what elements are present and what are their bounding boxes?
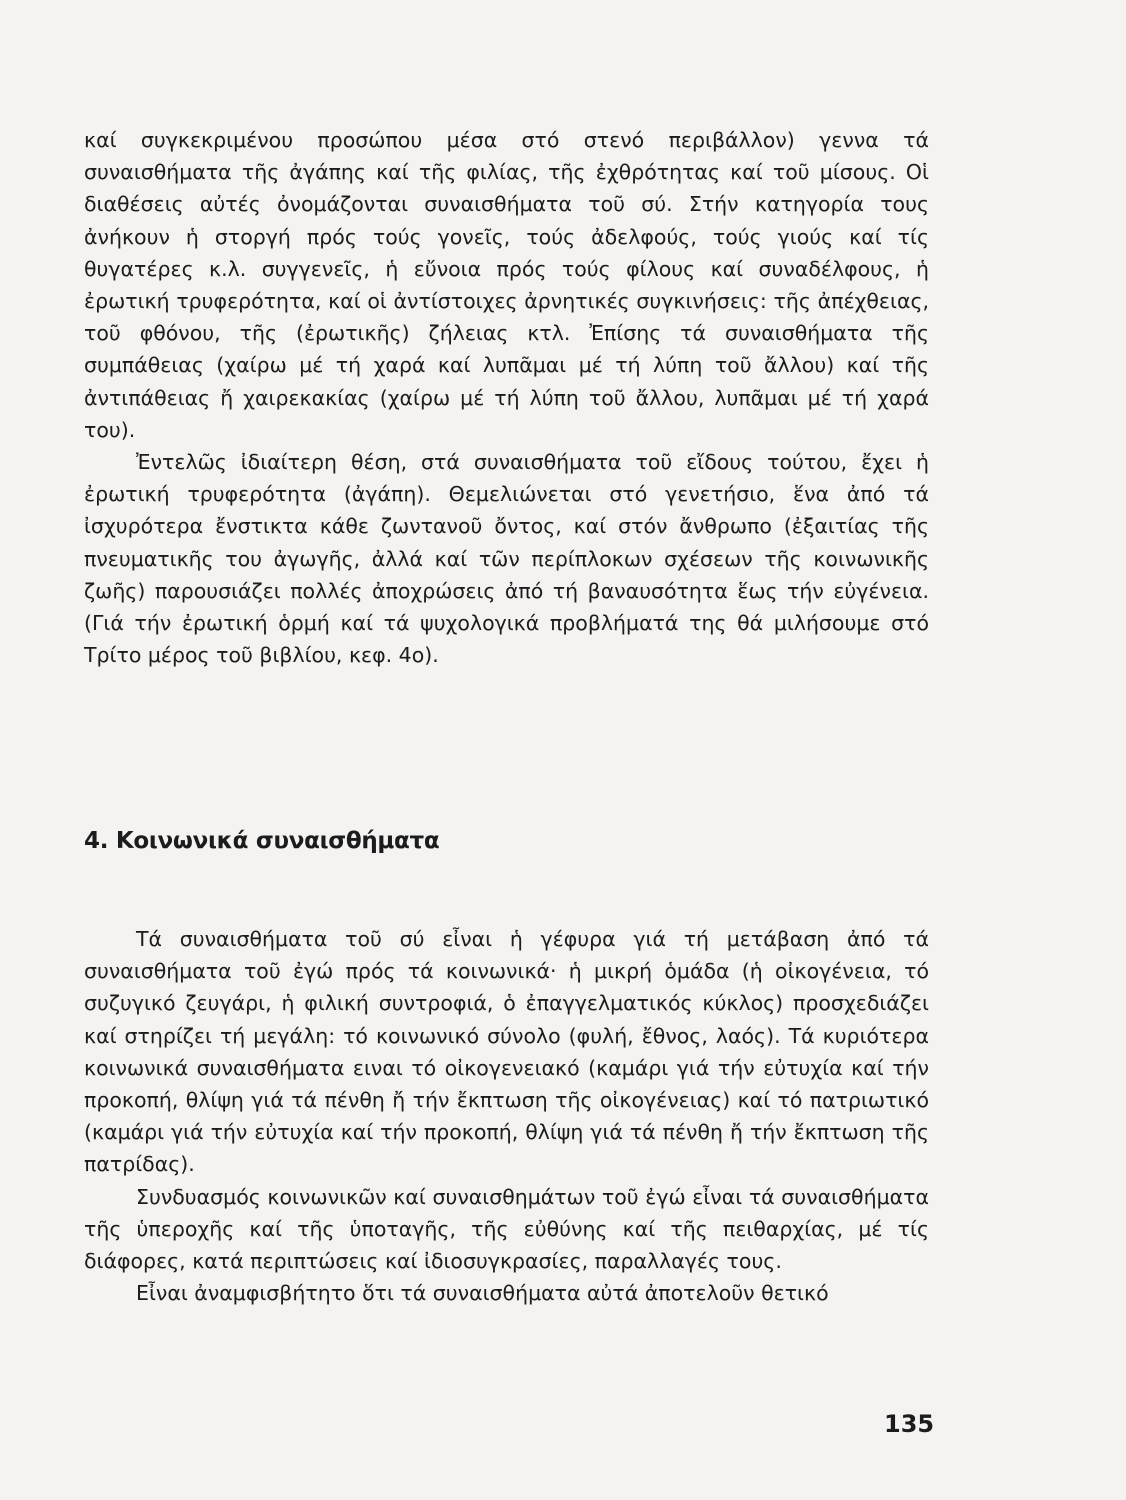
paragraph-superiority-submission: Συνδυασμός κοινωνικῶν καί συναισθημάτων τοῦ ἐγώ εἶναι τά συναισθήματα τῆς ὑπεροχῆς καί τῆς ὑποταγῆς, τῆς εὐθύνης καί τῆς πειθαρχίας, μέ τίς διάφορες, κατά περιπτώσεις καί ἰδιοσυγκρασίες, παραλλαγές τους. [84, 1184, 929, 1274]
section-heading: 4. Κοινωνικά συναισθήματα [84, 828, 440, 854]
text-section-social-emotions [84, 923, 929, 1309]
text-section-emotions-of-you [84, 124, 929, 671]
paragraph-erotic-tenderness: Ἐντελῶς ἰδιαίτερη θέση, στά συναισθήματα τοῦ εἴδους τούτου, ἔχει ἡ ἐρωτική τρυφερότητα (ἀγάπη). Θεμελιώνεται στό γενετήσιο, ἕνα ἀπό τά ἰσχυρότερα ἔνστικτα κάθε ζωντανοῦ ὄντος, καί στόν ἄνθρωπο (ἐξαιτίας τῆς πνευματικῆς του ἀγωγῆς, ἀλλά καί τῶν περίπλοκων σχέσεων τῆς κοινωνικῆς ζωῆς) παρουσιάζει πολλές ἀποχρώσεις ἀπό τή βαναυσότητα ἕως τήν εὐγένεια. (Γιά τήν ἐρωτική ὁρμή καί τά ψυχολογικά προβλήματά της θά μιλήσουμε στό Τρίτο μέρος τοῦ βιβλίου, κεφ. 4ο). [84, 450, 929, 668]
paragraph-emotions-of-you: καί συγκεκριμένου προσώπου μέσα στό στενό περιβάλλον) γεννα τά συναισθήματα τῆς ἀγάπης καί τῆς φιλίας, τῆς ἐχθρότητας καί τοῦ μίσους. Οἱ διαθέσεις αὐτές ὀνομάζονται συναισθήματα τοῦ σύ. Στήν κατηγορία τους ἀνήκουν ἡ στοργή πρός τούς γονεῖς, τούς ἀδελφούς, τούς γιούς καί τίς θυγατέρες κ.λ. συγγενεῖς, ἡ εὔνοια πρός τούς φίλους καί συναδέλφους, ἡ ἐρωτική τρυφερότητα, καί οἱ ἀντίστοιχες ἀρνητικές συγκινήσεις: τῆς ἀπέχθειας, τοῦ φθόνου, τῆς (ἐρωτικῆς) ζήλειας κτλ. Ἐπίσης τά συναισθήματα τῆς συμπάθειας (χαίρω μέ τή χαρά καί λυπᾶμαι μέ τή λύπη τοῦ ἄλλου) καί τῆς ἀντιπάθειας ἤ χαιρεκακίας (χαίρω μέ τή λύπη τοῦ ἄλλου, λυπᾶμαι μέ τή χαρά του). [84, 128, 929, 442]
page-number: 135 [884, 1410, 935, 1438]
paragraph-undeniable: Εἶναι ἀναμφισβήτητο ὅτι τά συναισθήματα αὐτά ἀποτελοῦν θετικό [136, 1281, 829, 1306]
paragraph-social-emotions: Τά συναισθήματα τοῦ σύ εἶναι ἡ γέφυρα γιά τή μετάβαση ἀπό τά συναισθήματα τοῦ ἐγώ πρός τά κοινωνικά· ἡ μικρή ὁμάδα (ἡ οἰκογένεια, τό συζυγικό ζευγάρι, ἡ φιλική συντροφιά, ὁ ἐπαγγελματικός κύκλος) προσχεδιάζει καί στηρίζει τή μεγάλη: τό κοινωνικό σύνολο (φυλή, ἔθνος, λαός). Τά κυριότερα κοινωνικά συναισθήματα ειναι τό οἰκογενειακό (καμάρι γιά τήν εὐτυχία καί τήν προκοπή, θλίψη γιά τά πένθη ἤ τήν ἔκπτωση τῆς οἰκογένειας) καί τό πατριωτικό (καμάρι γιά τήν εὐτυχία καί τήν προκοπή, θλίψη γιά τά πένθη ἤ τήν ἔκπτωση τῆς πατρίδας). [84, 927, 929, 1177]
